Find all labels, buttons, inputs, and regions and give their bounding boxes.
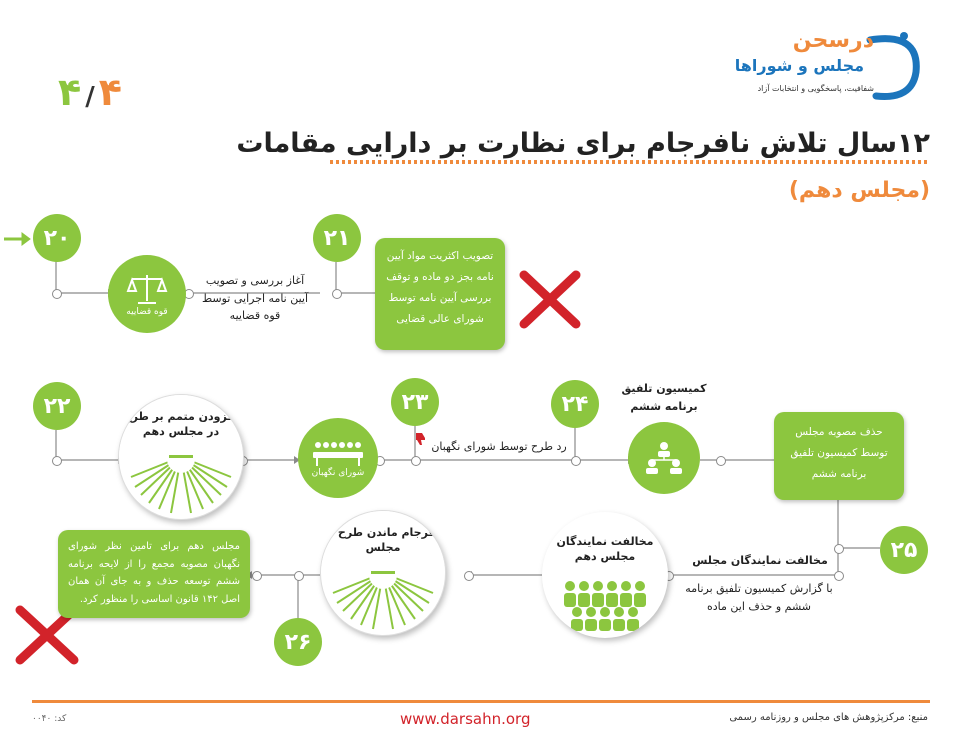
step-23 — [391, 378, 439, 426]
logo-title: درسحن — [792, 28, 874, 53]
step-25 — [880, 526, 928, 574]
step-26-text: نافرجام ماندن طرح در مجلس — [322, 526, 444, 555]
page-title: ۱۲سال تلاش نافرجام برای نظارت بر دارایی مقامات — [236, 128, 930, 159]
page-subtitle: (مجلس دهم) — [788, 178, 930, 203]
step-25-text-b: با گزارش کمیسیون تلفیق برنامه ششم و حذف این ماده — [685, 582, 833, 613]
junction-dot — [294, 571, 304, 581]
page-counter — [58, 70, 122, 114]
step-21 — [313, 214, 361, 262]
step-21-box: تصویب اکثریت مواد آیین نامه بجز دو ماده و توقف بررسی آیین نامه توسط شورای عالی قضایی — [375, 238, 505, 350]
junction-dot — [52, 289, 62, 299]
parliament-wheel-22 — [118, 394, 244, 520]
title-underline — [330, 160, 930, 164]
hierarchy-people-icon — [644, 440, 684, 476]
page-total: ۴ — [98, 70, 122, 114]
mps-opposition-node — [542, 512, 668, 638]
footer-divider — [32, 700, 930, 703]
step-24-text: کمیسیون تلفیق برنامه ششم — [621, 382, 707, 413]
step-21-label: ۲۱ — [323, 225, 351, 251]
mps-opposition-label: مخالفت نمایندگان مجلس دهم — [556, 535, 654, 564]
step-24-label: ۲۴ — [561, 391, 589, 417]
logo-subtitle: مجلس و شوراها — [734, 56, 864, 75]
step-22-text: افزودن متمم بر طرح در مجلس دهم — [123, 410, 239, 439]
logo — [690, 22, 930, 104]
judiciary-label: قوه قضاییه — [126, 307, 168, 317]
step-20-text: آغاز بررسی و تصویب آیین نامه اجرایی توسط قوه قضاییه — [201, 274, 309, 323]
parliament-wheel-26 — [320, 510, 446, 636]
junction-dot — [411, 456, 421, 466]
step-25-label: ۲۵ — [890, 537, 918, 563]
junction-dot — [332, 289, 342, 299]
footer-url[interactable]: www.darsahn.org — [400, 710, 531, 728]
footer-code: کد: ۰۰۴۰ — [32, 714, 67, 724]
step-22-label: ۲۲ — [43, 393, 71, 419]
step-26-box: مجلس دهم برای تامین نظر شورای نگهبان مصوبه مجمع را از لایحه برنامه ششم توسعه حذف و به جای آن همان اصل ۱۴۲ قانون اساسی را منظور کرد. — [58, 530, 250, 618]
junction-dot — [716, 456, 726, 466]
logo-tagline: شفافیت، پاسخگویی و انتخابات آزاد — [757, 84, 874, 93]
council-table-icon — [310, 438, 366, 468]
step-26 — [274, 618, 322, 666]
junction-dot — [252, 571, 262, 581]
scales-icon — [126, 271, 168, 307]
junction-dot — [834, 544, 844, 554]
step-25-text-a: مخالفت نمایندگان مجلس — [692, 554, 828, 567]
step-20-label: ۲۰ — [43, 225, 71, 251]
thumbs-down-icon — [414, 432, 428, 446]
footer-source: منبع: مرکزپژوهش های مجلس و روزنامه رسمی — [729, 712, 928, 723]
step-20 — [33, 214, 81, 262]
page-current: ۴ — [58, 70, 82, 114]
page-separator: / — [85, 82, 95, 112]
step-23-label: ۲۳ — [401, 389, 429, 415]
step-24 — [551, 380, 599, 428]
guardian-label: شورای نگهبان — [311, 468, 365, 478]
junction-dot — [571, 456, 581, 466]
step-26-label: ۲۶ — [284, 629, 312, 655]
crowd-icon — [542, 512, 668, 638]
step-22 — [33, 382, 81, 430]
step-23-text: رد طرح توسط شورای نگهبان — [431, 440, 567, 453]
guardian-council-node — [298, 418, 378, 498]
junction-dot — [464, 571, 474, 581]
step-24-box: حذف مصوبه مجلس توسط کمیسیون تلفیق برنامه ششم — [774, 412, 904, 500]
commission-node — [628, 422, 700, 494]
judiciary-node — [108, 255, 186, 333]
junction-dot — [52, 456, 62, 466]
